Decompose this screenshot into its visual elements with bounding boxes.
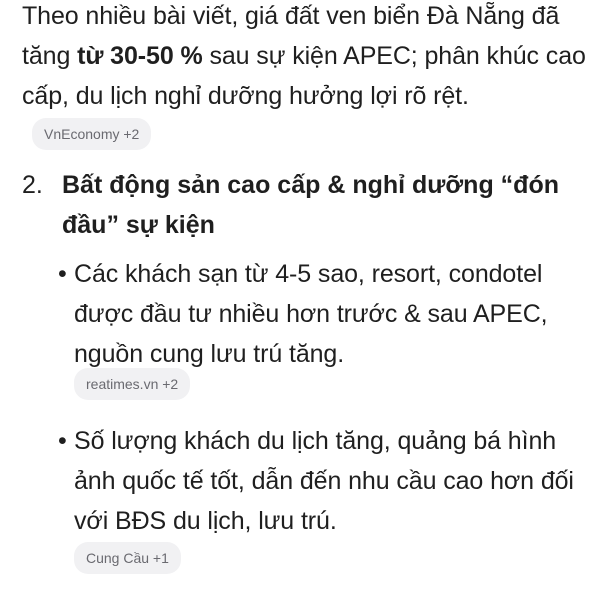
- bullet-marker: •: [58, 427, 67, 455]
- intro-text-end: sau sự kiện APEC; phân khúc cao cấp, du lịch nghỉ dưỡng hưởng lợi rõ rệt.: [22, 42, 586, 110]
- source-chip-reatimes[interactable]: reatimes.vn +2: [74, 368, 190, 400]
- list-item-text: Số lượng khách du lịch tăng, quảng bá hình ảnh quốc tế tốt, dẫn đến nhu cầu cao hơn đối với BĐS du lịch, lưu trú.: [74, 427, 574, 535]
- section-title: Bất động sản cao cấp & nghỉ dưỡng “đón đầu” sự kiện: [62, 171, 559, 239]
- bullet-marker: •: [58, 260, 67, 288]
- list-item-text: Các khách sạn từ 4-5 sao, resort, condotel được đầu tư nhiều hơn trước & sau APEC, nguồn cung lưu trú tăng.: [74, 260, 548, 368]
- intro-paragraph: [22, 0, 588, 156]
- intro-bold-figure: từ 30-50 %: [77, 42, 203, 70]
- source-chip-vneconomy[interactable]: VnEconomy +2: [32, 118, 151, 150]
- intro-text-start: Theo nhiều bài viết, giá đất ven biển Đà Nẵng đã tăng: [22, 2, 560, 70]
- section-heading: [22, 165, 588, 245]
- source-chip-cung-cau[interactable]: Cung Cầu +1: [74, 542, 181, 574]
- section-number: 2.: [22, 171, 43, 199]
